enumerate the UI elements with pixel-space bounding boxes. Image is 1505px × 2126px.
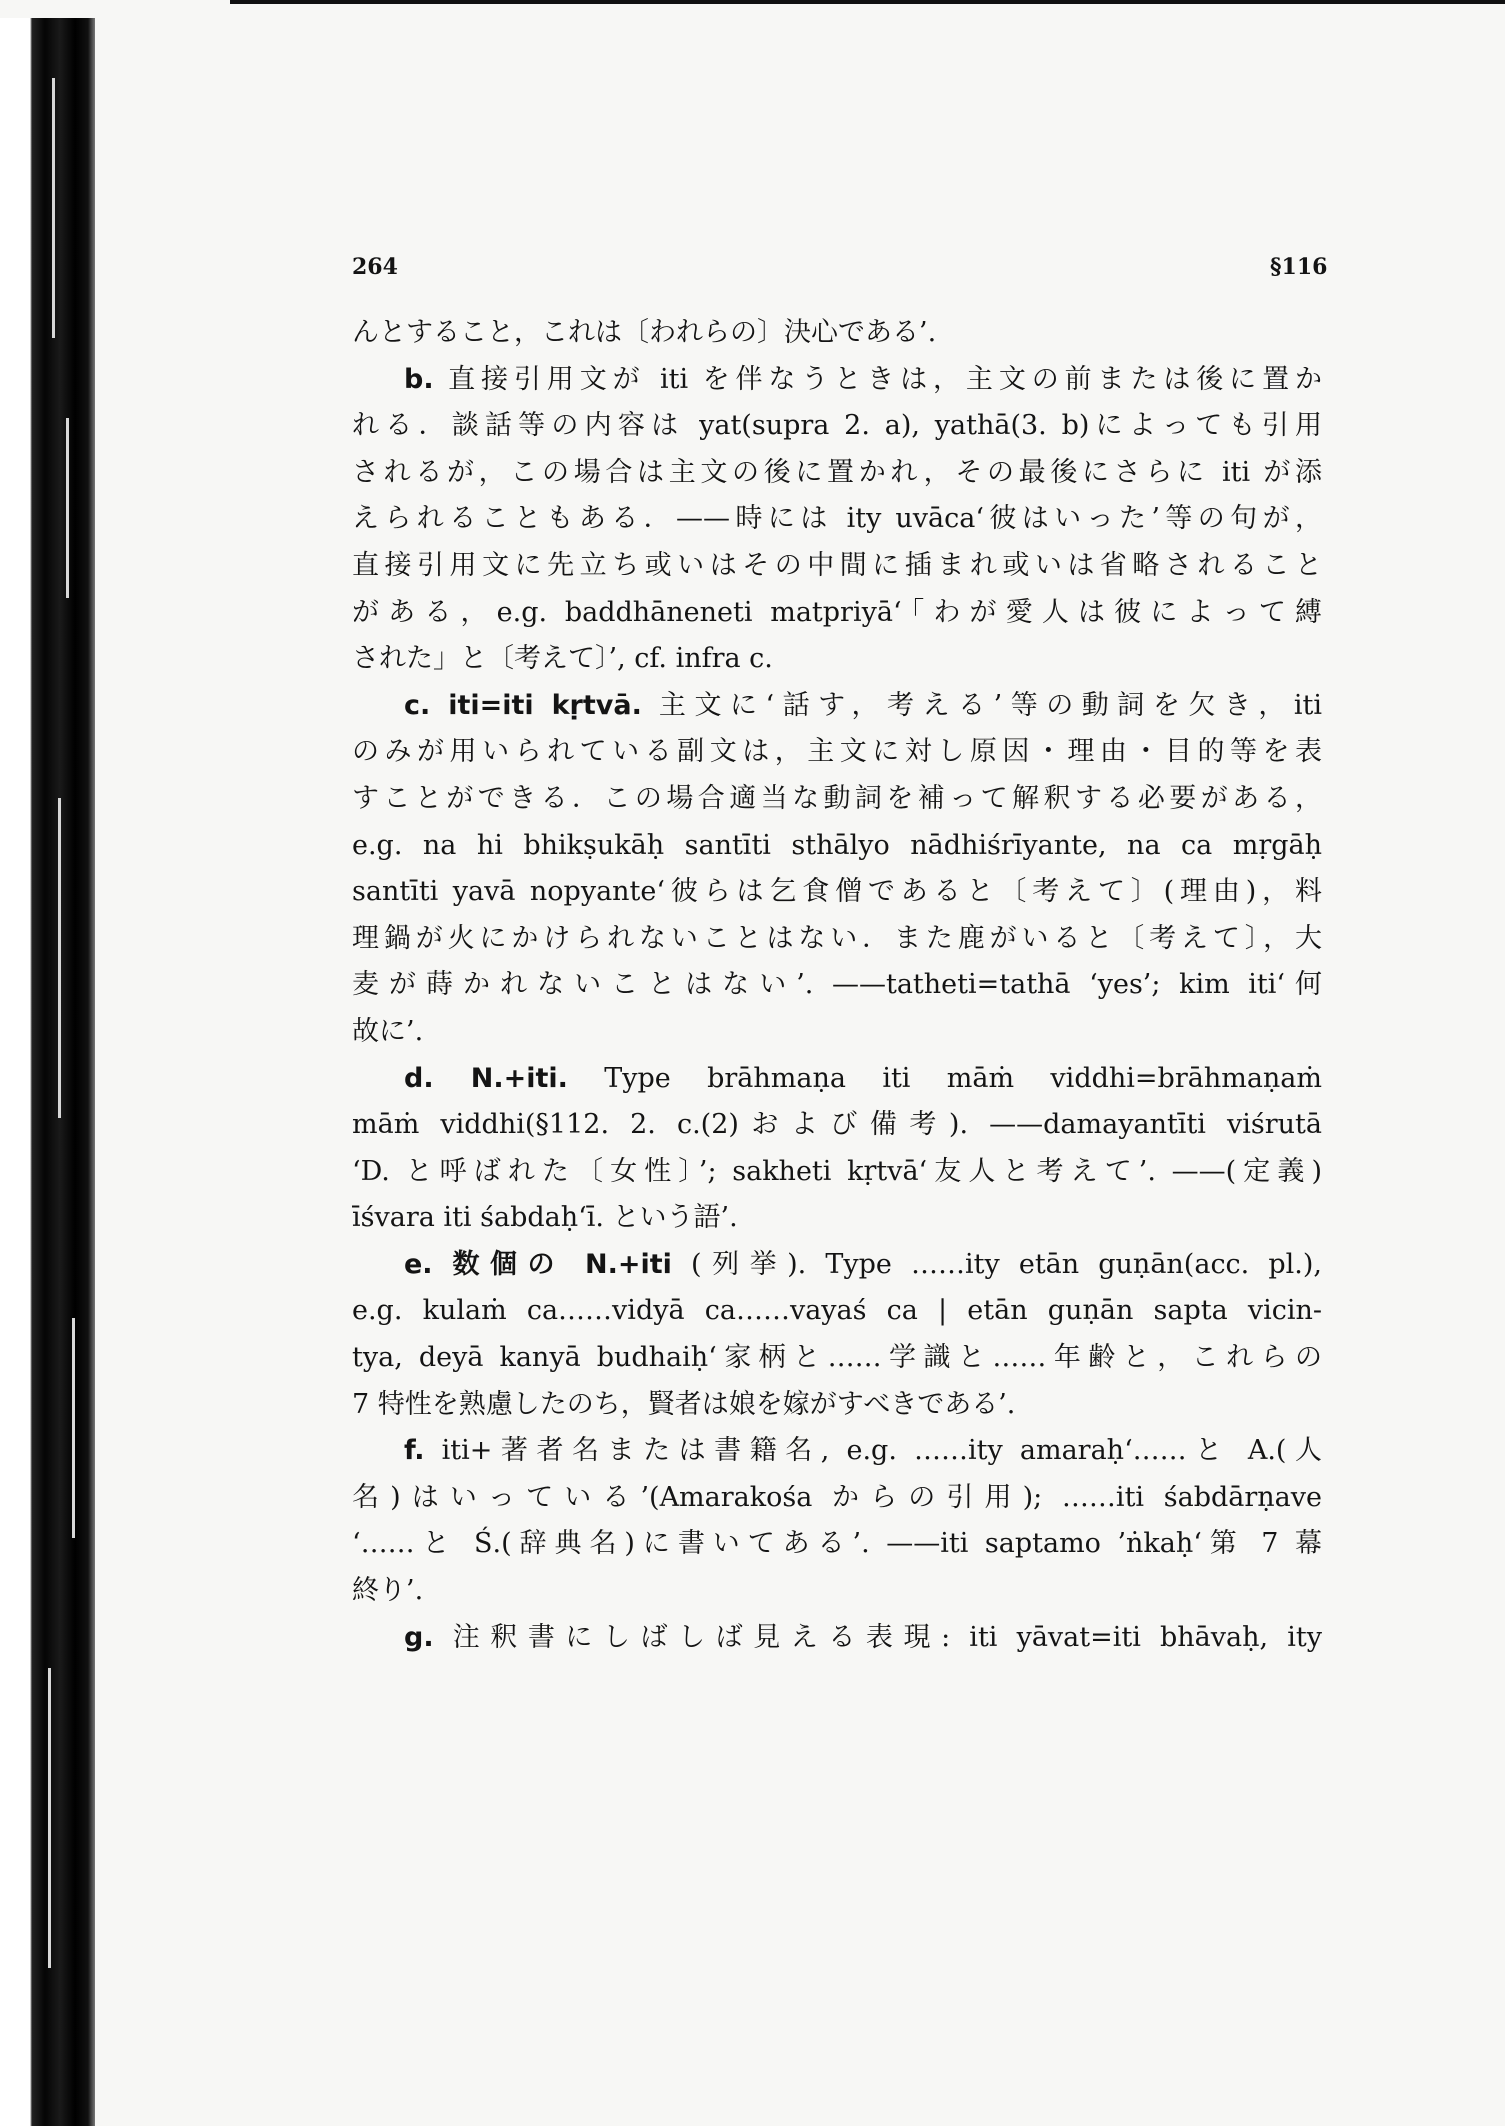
line-text: (列挙). Type ……ity etān guṇān(acc. pl.),	[671, 1248, 1322, 1280]
text-line	[352, 916, 1322, 963]
text-line	[352, 683, 1322, 730]
line-text: んとすること，これは〔われらの〕決心である’.	[352, 317, 937, 348]
paragraph-label: g.	[404, 1621, 434, 1653]
text-line	[352, 1195, 1322, 1242]
line-text: santīti yavā nopyante‘彼らは乞食僧であると〔考えて〕(理由)，料	[352, 876, 1322, 908]
line-text: 直接引用文が iti を伴なうときは，主文の前または後に置か	[433, 363, 1322, 395]
paragraph-label: c. iti=iti kṛtvā.	[404, 689, 642, 721]
line-text: tya, deyā kanyā budhaiḥ‘家柄と……学識と……年齢と，これらの	[352, 1342, 1322, 1374]
line-text: 麦が蒔かれないことはない’. ——tatheti=tathā ‘yes’; kim iti‘何	[352, 969, 1322, 1001]
line-text: Type brāhmaṇa iti māṁ viddhi=brāhmaṇaṁ	[567, 1062, 1322, 1094]
text-line	[352, 869, 1322, 916]
line-text: のみが用いられている副文は，主文に対し原因・理由・目的等を表	[352, 736, 1322, 768]
text-line	[352, 1009, 1322, 1056]
text-line	[352, 450, 1322, 497]
text-line	[352, 496, 1322, 543]
line-text: えられることもある．——時には ity uvāca‘彼はいった’等の句が，	[352, 503, 1322, 535]
text-line	[352, 1428, 1322, 1475]
text-line	[352, 1288, 1322, 1335]
text-line	[352, 357, 1322, 404]
line-text: e.g. kulaṁ ca……vidyā ca……vayaś ca | etān guṇān sapta vicin-	[352, 1295, 1322, 1327]
page-number: 264	[352, 254, 398, 280]
text-line	[352, 1149, 1322, 1196]
book-spine-shadow	[0, 18, 95, 2126]
text-line	[352, 1335, 1322, 1382]
line-text: 名)はいっている’(Amarakośa からの引用); ……iti śabdārṇave	[352, 1481, 1322, 1513]
text-line	[352, 1568, 1322, 1615]
paragraph-label: f.	[404, 1435, 425, 1467]
text-line	[352, 823, 1322, 870]
text-line	[352, 1475, 1322, 1522]
line-text: された」と〔考えて〕’, cf. infra c.	[352, 643, 773, 675]
line-text: がある，e.g. baddhāneneti matpriyā‘「わが愛人は彼によって縛	[352, 596, 1322, 628]
line-text: 主文に‘話す，考える’等の動詞を欠き，iti	[641, 689, 1322, 721]
line-text: 故に’.	[352, 1015, 424, 1047]
line-text: ‘D. と呼ばれた〔女性〕’; sakheti kṛtvā‘友人と考えて’. ——(定義)	[352, 1155, 1322, 1187]
top-rule	[230, 0, 1505, 4]
line-text: ‘……と Ś.(辞典名)に書いてある’. ——iti saptamo ’ṅkaḥ‘第 7 幕	[352, 1528, 1322, 1560]
text-line	[352, 962, 1322, 1009]
line-text: 理鍋が火にかけられないことはない．また鹿がいると〔考えて〕，大	[352, 922, 1322, 954]
text-line	[352, 729, 1322, 776]
text-line	[352, 403, 1322, 450]
line-text: 終り’.	[352, 1575, 424, 1607]
text-line	[352, 590, 1322, 637]
text-line	[352, 776, 1322, 823]
line-text: iti+著者名または書籍名, e.g. ……ity amaraḥ‘……と A.(人	[424, 1435, 1322, 1467]
line-text: e.g. na hi bhikṣukāḥ santīti sthālyo nādhiśrīyante, na ca mṛgāḥ	[352, 829, 1322, 861]
paragraph-label: b.	[404, 363, 434, 395]
text-line	[352, 310, 1322, 357]
line-text: māṁ viddhi(§112. 2. c.(2)および備考). ——damayantīti viśrutā	[352, 1109, 1322, 1141]
section-number: §116	[1270, 254, 1328, 280]
text-line	[352, 1102, 1322, 1149]
paragraph-label: e. 数個の N.+iti	[404, 1248, 672, 1280]
page-body	[352, 310, 1322, 1825]
text-line	[352, 1056, 1322, 1103]
line-text: 直接引用文に先立ち或いはその中間に插まれ或いは省略されること	[352, 549, 1322, 581]
paragraph-label: d. N.+iti.	[404, 1062, 568, 1094]
text-line	[352, 1382, 1322, 1429]
text-line	[352, 543, 1322, 590]
line-text: すことができる．この場合適当な動詞を補って解釈する必要がある，	[352, 782, 1322, 814]
line-text: されるが，この場合は主文の後に置かれ，その最後にさらに iti が添	[352, 456, 1322, 488]
line-text: īśvara iti śabdaḥ‘ī. という語’.	[352, 1202, 738, 1234]
line-text: 7 特性を熟慮したのち，賢者は娘を嫁がすべきである’.	[352, 1388, 1016, 1420]
line-text: 注釈書にしばしば見える表現: iti yāvat=iti bhāvaḥ, ity	[433, 1621, 1322, 1653]
line-text: れる．談話等の内容は yat(supra 2. a), yathā(3. b)によっても引用	[352, 410, 1322, 442]
text-line	[352, 1521, 1322, 1568]
text-line	[352, 636, 1322, 683]
text-line	[352, 1242, 1322, 1289]
text-line	[352, 1615, 1322, 1662]
